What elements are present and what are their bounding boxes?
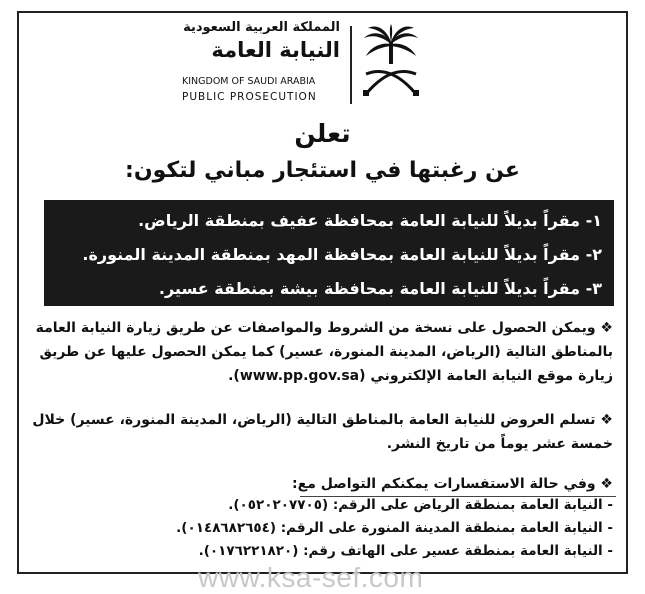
conditions-paragraph: ❖ ويمكن الحصول على نسخة من الشروط والمواصفات عن طريق زيارة النيابة العامة بالمناطق التالية (الرياض، المدينة المنورة، عسير) كما يمكن الحصول عليها عن طريق زيارة موقع النيابة العامة الإلكتروني (www.pp.gov.sa). <box>35 320 613 384</box>
org-country-arabic: المملكة العربية السعودية <box>183 20 340 35</box>
requirement-item-3: ٣- مقراً بديلاً للنيابة العامة بمحافظة بيشة بمنطقة عسير. <box>158 279 602 298</box>
requirement-item-1: ١- مقراً بديلاً للنيابة العامة بمحافظة عفيف بمنطقة الرياض. <box>138 211 602 230</box>
org-name-english: PUBLIC PROSECUTION <box>182 91 317 103</box>
submission-paragraph: ❖ تسلم العروض للنيابة العامة بالمناطق التالية (الرياض، المدينة المنورة، عسير) خلال خمسة عشر يوماً من تاريخ النشر. <box>32 412 613 452</box>
requirements-box <box>44 200 614 306</box>
header-divider <box>350 26 352 104</box>
header <box>182 20 420 112</box>
announcement-subtitle: عن رغبتها في استئجار مباني لتكون: <box>125 158 520 183</box>
palm-and-swords-icon <box>360 24 422 102</box>
announcement-title: تعلن <box>294 119 351 148</box>
inquiries-heading: ❖ وفي حالة الاستفسارات يمكنكم التواصل مع: <box>292 476 613 492</box>
watermark-text: www.ksa-sef.com <box>198 562 424 593</box>
contact-asir: - النيابة العامة بمنطقة عسير على الهاتف رقم: (٠١٧٦٢٢١٨٢٠). <box>198 543 613 559</box>
contact-riyadh: - النيابة العامة بمنطقة الرياض على الرقم: (٠٥٢٠٢٠٧٧٠٥). <box>228 497 613 513</box>
org-name-arabic: النيابة العامة <box>211 38 340 62</box>
org-country-english: KINGDOM OF SAUDI ARABIA <box>182 76 316 87</box>
requirement-item-2: ٢- مقراً بديلاً للنيابة العامة بمحافظة المهد بمنطقة المدينة المنورة. <box>82 245 602 264</box>
contact-madinah: - النيابة العامة بمنطقة المدينة المنورة على الرقم: (٠١٤٨٦٨٢٦٥٤). <box>176 520 613 536</box>
